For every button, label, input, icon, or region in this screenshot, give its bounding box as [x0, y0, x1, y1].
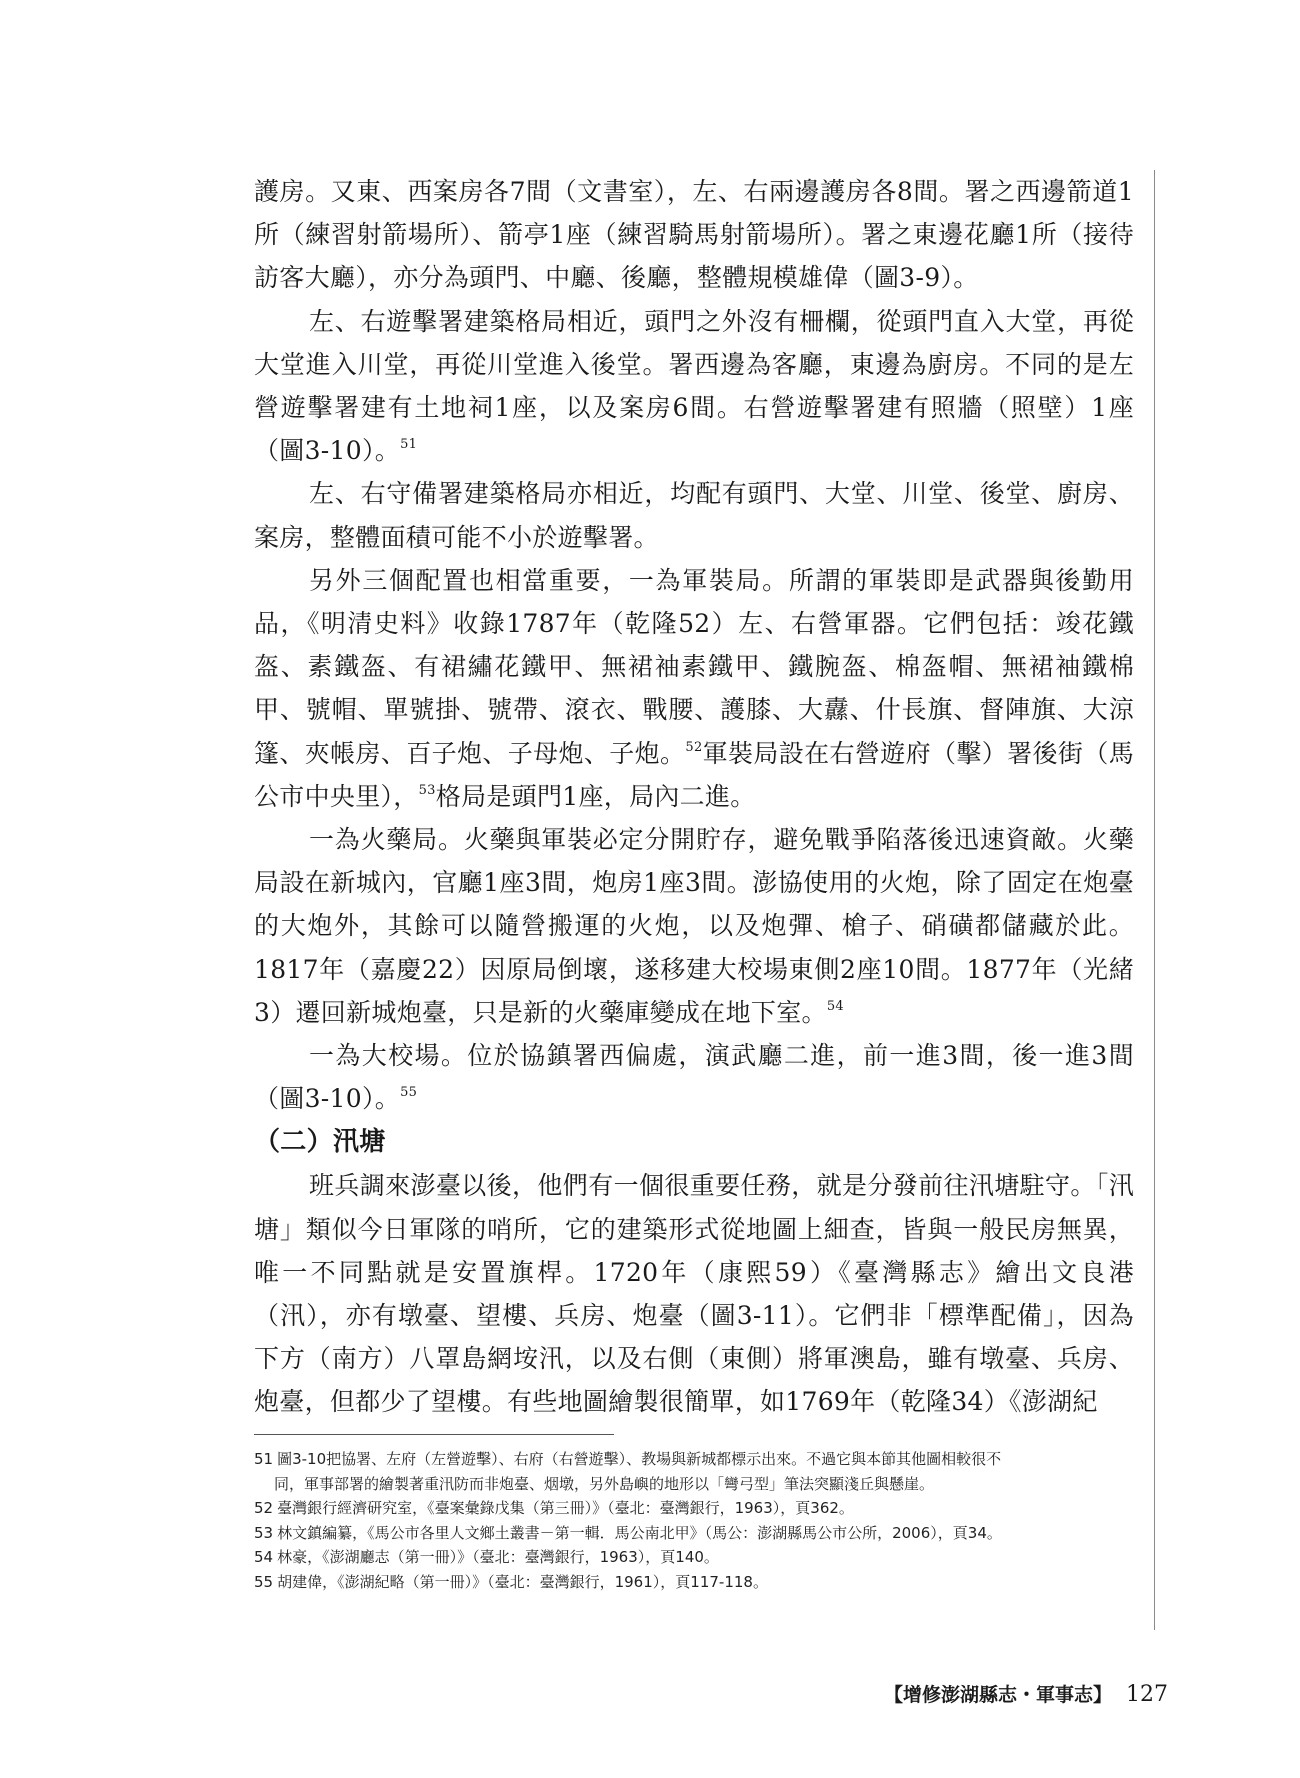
paragraph-3	[254, 472, 1134, 558]
footnote-54	[254, 1545, 1134, 1570]
footnote-text: 林文鎮編纂，《馬公市各里人文鄉土叢書－第一輯．馬公南北甲》（馬公：澎湖縣馬公市公所，2006），頁34。	[277, 1523, 1002, 1542]
paragraph-3-text: 左、右守備署建築格局亦相近，均配有頭門、大堂、川堂、後堂、廚房、案房，整體面積可能不小於遊擊署。	[254, 479, 1134, 552]
footnote-text: 圖3-10把協署、左府（左營遊擊）、右府（右營遊擊）、教場與新城都標示出來。不過它與本節其他圖相較很不	[277, 1450, 1002, 1468]
footnote-ref-51[interactable]: 51	[400, 437, 418, 453]
footnote-text: 林豪，《澎湖廳志（第一冊）》（臺北：臺灣銀行，1963），頁140。	[277, 1548, 719, 1566]
footnote-51-continued	[254, 1472, 1134, 1497]
footnote-number: 52	[254, 1499, 274, 1517]
footnote-53	[254, 1521, 1134, 1546]
paragraph-4-text-a: 另外三個配置也相當重要，一為軍裝局。所謂的軍裝即是武器與後勤用品，《明清史料》收錄1787年（乾隆52）左、右營軍器。它們包括：竣花鐵盔、素鐵盔、有裙繡花鐵甲、無裙袖素鐵甲、鐵腕盔、棉盔帽、無裙袖鐵棉甲、號帽、單號掛、號帶、滾衣、戰腰、護膝、大纛、什長旗、督陣旗、大涼篷、夾帳房、百子炮、子母炮、子炮。	[254, 565, 1134, 768]
footnote-51	[254, 1447, 1134, 1472]
footnote-number: 53	[254, 1523, 274, 1542]
footnote-separator	[254, 1434, 614, 1435]
running-footer	[858, 1680, 1168, 1710]
paragraph-2	[254, 300, 1134, 473]
footnote-ref-55[interactable]: 55	[400, 1085, 418, 1101]
section-heading: （二）汛塘	[254, 1127, 386, 1158]
paragraph-2-text: 左、右遊擊署建築格局相近，頭門之外沒有柵欄，從頭門直入大堂，再從大堂進入川堂，再從川堂進入後堂。署西邊為客廳，東邊為廚房。不同的是左營遊擊署建有土地祠1座，以及案房6間。右營遊擊署建有照牆（照壁）1座（圖3-10）。	[254, 306, 1134, 466]
footnote-ref-53[interactable]: 53	[418, 782, 436, 798]
book-title: 【增修澎湖縣志・軍事志】	[883, 1684, 1112, 1706]
footnote-55	[254, 1570, 1134, 1595]
footnote-text: 胡建偉，《澎湖紀略（第一冊）》（臺北：臺灣銀行，1961），頁117-118。	[277, 1572, 768, 1591]
paragraph-7-text: 班兵調來澎臺以後，他們有一個很重要任務，就是分發前往汛塘駐守。「汛塘」類似今日軍隊的哨所，它的建築形式從地圖上細查，皆與一般民房無異，唯一不同點就是安置旗桿。1720年（康熙59）《臺灣縣志》繪出文良港（汛），亦有墩臺、望樓、兵房、炮臺（圖3-11）。它們非「標準配備」，因為下方（南方）八罩島網垵汛，以及右側（東側）將軍澳島，雖有墩臺、兵房、炮臺，但都少了望樓。有些地圖繪製很簡單，如1769年（乾隆34）《澎湖紀	[254, 1171, 1134, 1417]
paragraph-6	[254, 1034, 1134, 1120]
footnote-ref-54[interactable]: 54	[826, 998, 844, 1014]
footnote-ref-52[interactable]: 52	[685, 739, 703, 755]
footnote-number: 55	[254, 1572, 274, 1591]
paragraph-4	[254, 559, 1134, 818]
paragraph-5	[254, 818, 1134, 1034]
footnote-52	[254, 1496, 1134, 1521]
paragraph-1	[254, 170, 1134, 300]
footnote-text: 同，軍事部署的繪製著重汛防而非炮臺、烟墩，另外島嶼的地形以「彎弓型」筆法突顯淺丘與懸崖。	[274, 1474, 935, 1493]
paragraph-4-text-c: 格局是頭門1座，局內二進。	[435, 781, 756, 811]
page-number: 127	[1126, 1682, 1168, 1707]
paragraph-6-text: 一為大校場。位於協鎮署西偏處，演武廳二進，前一進3間，後一進3間（圖3-10）。	[254, 1041, 1134, 1114]
paragraph-1-text: 護房。又東、西案房各7間（文書室），左、右兩邊護房各8間。署之西邊箭道1所（練習射箭場所）、箭亭1座（練習騎馬射箭場所）。署之東邊花廳1所（接待訪客大廳），亦分為頭門、中廳、後廳，整體規模雄偉（圖3-9）。	[254, 177, 1134, 293]
paragraph-7	[254, 1164, 1134, 1423]
paragraph-4-text-b: 軍裝局設在右營遊府（擊）署後街（馬公市中央里），	[254, 738, 1134, 811]
footnotes	[254, 1447, 1134, 1594]
footnote-number: 54	[254, 1548, 274, 1566]
paragraph-5-text: 一為火藥局。火藥與軍裝必定分開貯存，避免戰爭陷落後迅速資敵。火藥局設在新城內，官廳1座3間，炮房1座3間。澎協使用的火炮，除了固定在炮臺的大炮外，其餘可以隨營搬運的火炮，以及炮彈、槍子、硝磺都儲藏於此。1817年（嘉慶22）因原局倒壞，遂移建大校場東側2座10間。1877年（光緒3）遷回新城炮臺，只是新的火藥庫變成在地下室。	[254, 825, 1134, 1027]
margin-rule	[1154, 170, 1155, 1630]
main-text	[254, 170, 1134, 1424]
footnote-text: 臺灣銀行經濟研究室，《臺案彙錄戊集（第三冊）》（臺北：臺灣銀行，1963），頁362。	[277, 1499, 854, 1517]
footnote-number: 51	[254, 1450, 274, 1468]
